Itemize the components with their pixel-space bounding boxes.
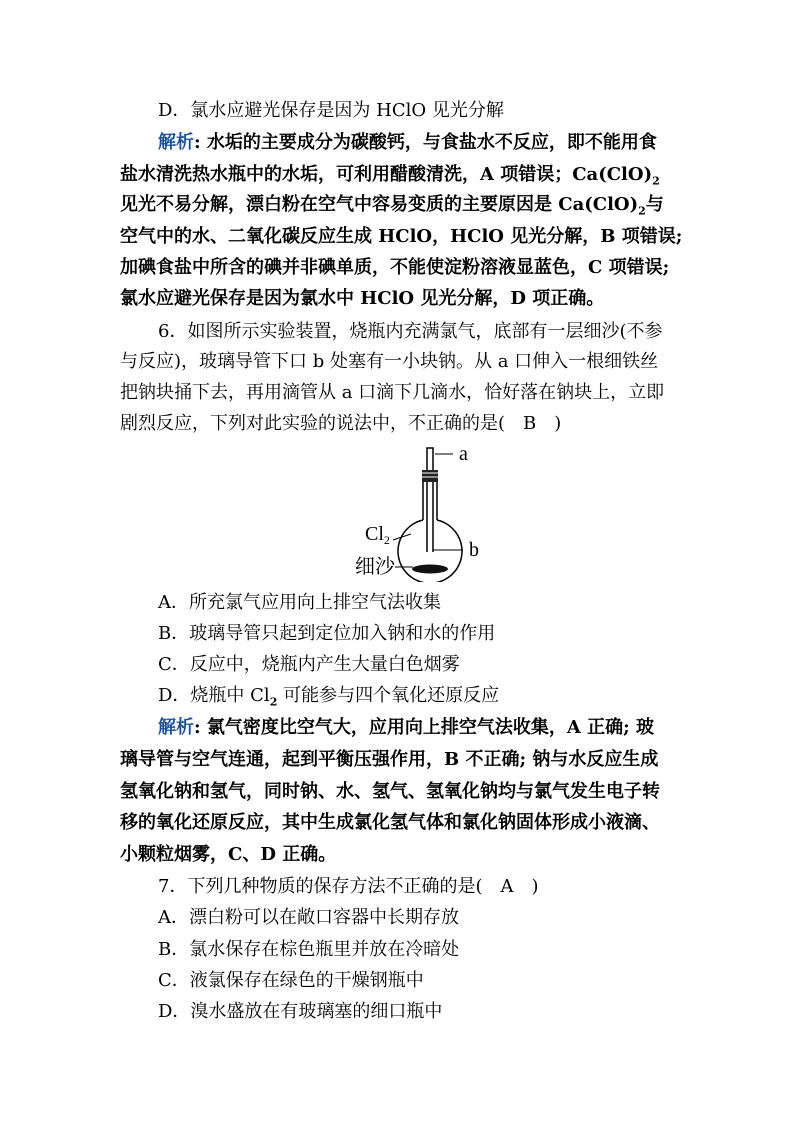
q6-option-c: C．反应中，烧瓶内产生大量白色烟雾 [158,654,460,675]
q6-option-b: B．玻璃导管只起到定位加入钠和水的作用 [158,623,496,644]
q5-analysis-line-2 [120,160,680,190]
q5-analysis-line-4: 空气中的水、二氧化碳反应生成 HClO，HClO 见光分解，B 项错误; [120,226,683,247]
q6-stem-line-4: 剧烈反应，下列对此实验的说法中，不正确的是( B ) [120,413,562,434]
label-cl-text: Cl [365,523,384,545]
q6-option-d-pre: D．烧瓶中 Cl [158,685,270,706]
flask-apparatus-figure [355,442,495,582]
q6-analysis-line-2: 璃导管与空气连通，起到平衡压强作用，B 不正确; 钠与水反应生成 [120,749,659,770]
sand-layer [412,565,448,574]
q5-analysis-text-3: 见光不易分解，漂白粉在空气中容易变质的主要原因是 Ca(ClO) [120,194,639,215]
q7-stem: 7．下列几种物质的保存方法不正确的是( A ) [158,876,539,897]
label-a: a [459,443,468,465]
q5-option-d: D．氯水应避光保存是因为 HClO 见光分解 [158,100,504,121]
rubber-stopper [422,470,438,482]
q5-analysis-text-2: 盐水清洗热水瓶中的水垢，可利用醋酸清洗，A 项错误；Ca(ClO) [120,164,653,185]
q7-option-a: A．漂白粉可以在敞口容器中长期存放 [158,907,459,928]
q5-after-sub: 与 [645,194,664,215]
glass-tube-top [427,448,433,472]
q6-option-d [158,681,718,711]
q7-option-c: C．液氯保存在绿色的干燥钢瓶中 [158,970,424,991]
q6-stem-line-1: 6．如图所示实验装置，烧瓶内充满氯气，底部有一层细沙(不参 [158,321,663,342]
q7-option-b: B．氯水保存在棕色瓶里并放在冷暗处 [158,939,460,960]
q6-analysis-line-3: 氢氧化钠和氢气，同时钠、水、氢气、氢氧化钠均与氯气发生电子转 [120,781,660,802]
q5-analysis-line-3 [120,190,680,220]
q6-analysis-label: 解析 [158,717,194,738]
q7-option-d: D．溴水盛放在有玻璃塞的细口瓶中 [158,1001,443,1022]
q5-analysis-line-5: 加碘食盐中所含的碘并非碘单质，不能使淀粉溶液显蓝色，C 项错误; [120,257,670,278]
q5-sub-2: 2 [638,204,646,218]
q6-option-d-post: 可能参与四个氧化还原反应 [277,685,500,706]
q6-analysis-line-1 [158,713,718,743]
q5-sub-1: 2 [652,174,660,188]
q5-analysis-line-6: 氯水应避光保存是因为氯水中 HClO 见光分解，D 项正确。 [120,288,605,309]
q6-option-d-sub: 2 [269,695,278,709]
label-b: b [469,539,479,561]
q5-analysis-line-1 [158,128,718,158]
label-cl-sub: 2 [383,533,390,547]
q6-analysis-line-4: 移的氧化还原反应，其中生成氯化氢气体和氯化钠固体形成小液滴、 [120,812,660,833]
label-sand: 细沙 [355,556,395,578]
q6-stem-line-2: 与反应)，玻璃导管下口 b 处塞有一小块钠。从 a 口伸入一根细铁丝 [120,351,659,372]
label-cl2 [365,523,390,547]
q6-stem-line-3: 把钠块捅下去，再用滴管从 a 口滴下几滴水，恰好落在钠块上，立即 [120,382,665,403]
q6-analysis-text-1: : 氯气密度比空气大，应用向上排空气法收集，A 正确; 玻 [194,717,655,738]
q5-analysis-label: 解析 [158,132,194,153]
q5-analysis-text-1: : 水垢的主要成分为碳酸钙，与食盐水不反应，即不能用食 [194,132,657,153]
q6-option-a: A．所充氯气应用向上排空气法收集 [158,592,441,613]
q6-analysis-line-5: 小颗粒烟雾，C、D 正确。 [120,844,337,865]
